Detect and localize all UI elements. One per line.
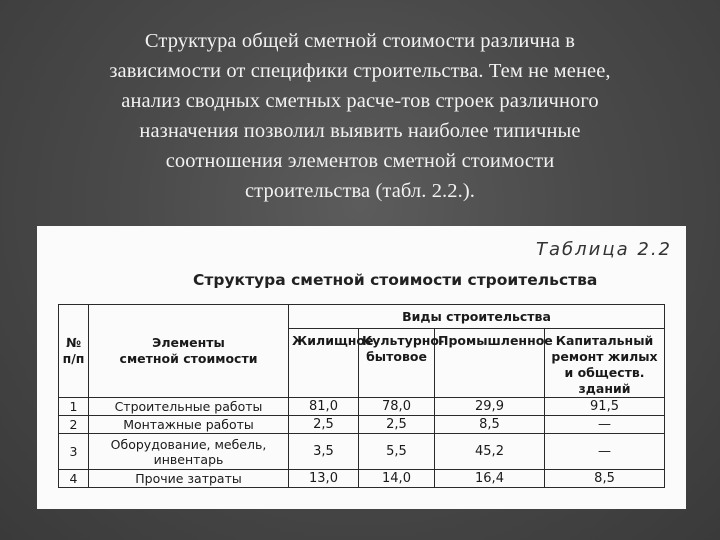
cell-value: 5,5	[359, 434, 435, 469]
cell-value: 8,5	[435, 416, 545, 434]
row-label: Монтажные работы	[89, 416, 289, 434]
intro-line: назначения позволил выявить наиболее типичные	[139, 120, 581, 142]
intro-line: Структура общей сметной стоимости различна в	[144, 30, 576, 52]
intro-text	[40, 26, 680, 206]
table-title: Структура сметной стоимости строительства	[193, 271, 598, 289]
intro-line: строительства (табл. 2.2.).	[244, 180, 476, 202]
header-col-cultural: Культурно- бытовое	[359, 329, 435, 398]
cell-value: 13,0	[289, 469, 359, 487]
table-row	[59, 416, 665, 434]
cost-structure-table	[58, 304, 665, 488]
cell-value: 91,5	[545, 398, 665, 416]
row-num: 3	[59, 434, 89, 469]
cell-value: 78,0	[359, 398, 435, 416]
row-label: Оборудование, мебель, инвентарь	[89, 434, 289, 469]
header-col-residential: Жилищное	[289, 329, 359, 398]
table-number-label: Таблица 2.2	[536, 239, 672, 260]
row-num: 1	[59, 398, 89, 416]
table-scan-image	[37, 226, 686, 509]
cell-value: 45,2	[435, 434, 545, 469]
table-row	[59, 398, 665, 416]
table-row	[59, 469, 665, 487]
header-col-industrial: Промышленное	[435, 329, 545, 398]
cell-value: 14,0	[359, 469, 435, 487]
row-label: Строительные работы	[89, 398, 289, 416]
intro-line: зависимости от специфики строительства. Тем не менее,	[109, 60, 611, 82]
cell-value: 3,5	[289, 434, 359, 469]
cell-value: 2,5	[359, 416, 435, 434]
cell-value: 8,5	[545, 469, 665, 487]
cell-value: 2,5	[289, 416, 359, 434]
header-num: № п/п	[59, 305, 89, 398]
header-elements: Элементы сметной стоимости	[89, 305, 289, 398]
cell-value: 16,4	[435, 469, 545, 487]
header-col-repair: Капитальный ремонт жилых и обществ. зданий	[545, 329, 665, 398]
cell-value: —	[545, 416, 665, 434]
intro-line: анализ сводных сметных расче-тов строек различного	[121, 90, 599, 112]
header-group: Виды строительства	[289, 305, 665, 329]
table-row	[59, 434, 665, 469]
cell-value: —	[545, 434, 665, 469]
row-label: Прочие затраты	[89, 469, 289, 487]
row-num: 2	[59, 416, 89, 434]
cell-value: 29,9	[435, 398, 545, 416]
row-num: 4	[59, 469, 89, 487]
cell-value: 81,0	[289, 398, 359, 416]
intro-line: соотношения элементов сметной стоимости	[165, 150, 555, 172]
